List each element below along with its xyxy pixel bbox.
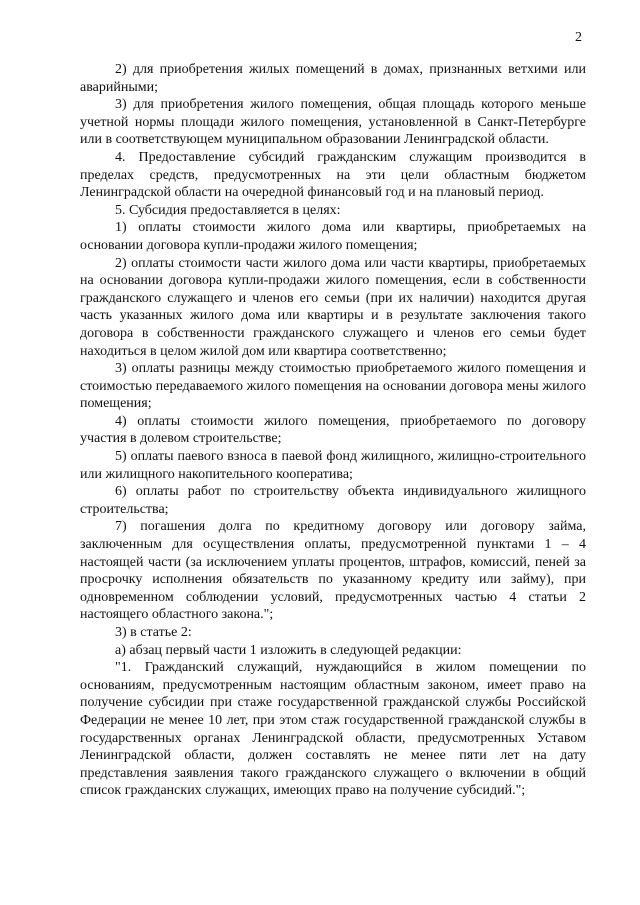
paragraph: а) абзац первый части 1 изложить в следующей редакции: <box>115 642 462 658</box>
paragraph: 4) оплаты стоимости жилого помещения, приобретаемого по договору участия в долевом строительстве; <box>80 413 586 447</box>
paragraph: 5. Субсидия предоставляется в целях: <box>115 202 341 218</box>
paragraph: 3) в статье 2: <box>115 625 192 640</box>
document-body <box>80 61 586 800</box>
paragraph: 2) для приобретения жилых помещений в домах, признанных ветхими или аварийными; <box>80 62 586 95</box>
paragraph: 3) оплаты разницы между стоимостью приобретаемого жилого помещения и стоимостью передаваемого жилого помещения на основании договора мены жилого помещения; <box>80 361 586 412</box>
page-number: 2 <box>575 30 582 45</box>
paragraph: 6) оплаты работ по строительству объекта индивидуального жилищного строительства; <box>80 484 586 517</box>
paragraph: "1. Гражданский служащий, нуждающийся в жилом помещении по основаниям, предусмотренным настоящим областным законом, имеет право на получение субсидии при стаже государственной гражданской службы Российской Федерации не менее 10 лет, при этом стаж государственной гражданской службы в государственных органах Ленинградской области, предусмотренных Уставом Ленинградской области, должен составлять не менее пяти лет на дату представления заявления такого гражданского служащего о включении в общий список гражданских служащих, имеющих право на получение субсидий."; <box>80 660 586 799</box>
paragraph: 7) погашения долга по кредитному договору или договору займа, заключенным для осуществления оплаты, предусмотренной пунктами 1 – 4 настоящей части (за исключением уплаты процентов, штрафов, комиссий, пеней за просрочку исполнения обязательств по указанному кредиту или займу), при одновременном соблюдении условий, предусмотренных частью 4 статьи 2 настоящего областного закона."; <box>80 519 586 623</box>
paragraph: 1) оплаты стоимости жилого дома или квартиры, приобретаемых на основании договора купли-продажи жилого помещения; <box>80 220 586 253</box>
paragraph: 4. Предоставление субсидий гражданским служащим производится в пределах средств, предусмотренных на эти цели областным бюджетом Ленинградской области на очередной финансовый год и на плановый период. <box>80 149 586 201</box>
paragraph: 2) оплаты стоимости части жилого дома или части квартиры, приобретаемых на основании договора купли-продажи жилого помещения, если в собственности гражданского служащего и членов его семьи (при их наличии) находится другая часть указанных жилого дома или квартиры и в результате заключения такого договора в собственности гражданского служащего и членов его семьи будет находиться в целом жилой дом или квартира соответственно; <box>80 255 586 359</box>
paragraph: 5) оплаты паевого взноса в паевой фонд жилищного, жилищно-строительного или жилищного накопительного кооператива; <box>80 449 586 482</box>
paragraph: 3) для приобретения жилого помещения, общая площадь которого меньше учетной нормы площади жилого помещения, установленной в Санкт-Петербурге или в соответствующем муниципальном образовании Ленинградской области. <box>80 97 586 148</box>
